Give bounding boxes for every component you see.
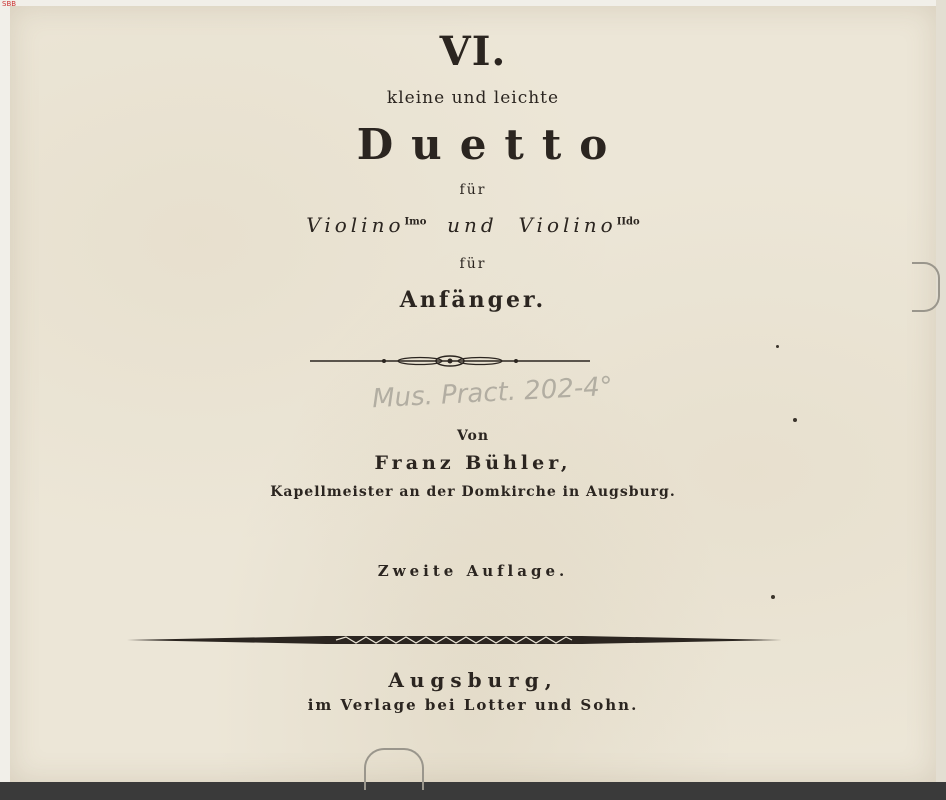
audience-line: Anfänger. bbox=[399, 287, 547, 313]
scan-right-edge bbox=[936, 0, 946, 782]
volume-number: VI. bbox=[439, 28, 507, 75]
ornament-divider-bottom bbox=[126, 633, 782, 647]
und-word: und bbox=[447, 213, 498, 237]
scan-bottom-edge bbox=[0, 782, 946, 800]
shelfmark-stamp: Mus. Pract. 202-4° bbox=[371, 371, 614, 415]
paper-clip-bottom bbox=[364, 748, 424, 790]
fur-line-2: für bbox=[459, 256, 487, 272]
violino-1: Violino bbox=[306, 213, 405, 237]
ink-speck bbox=[793, 418, 797, 422]
violino-1-sup: Imo bbox=[404, 216, 427, 228]
edition-line: Zweite Auflage. bbox=[377, 562, 569, 580]
violino-2: Violino bbox=[518, 213, 617, 237]
instrumentation-line bbox=[0, 213, 946, 237]
author-position: Kapellmeister an der Domkirche in Augsburg. bbox=[270, 484, 676, 500]
library-tag: SBB bbox=[2, 0, 17, 8]
ornament-divider-top bbox=[310, 354, 590, 368]
fur-line-1: für bbox=[459, 182, 487, 198]
city-line: Augsburg, bbox=[388, 668, 558, 692]
author-name: Franz Bühler, bbox=[374, 452, 572, 474]
publisher-line: im Verlage bei Lotter und Sohn. bbox=[307, 696, 639, 714]
violino-2-sup: IIdo bbox=[616, 216, 640, 228]
by-line: Von bbox=[456, 428, 490, 444]
ink-speck bbox=[771, 595, 775, 599]
main-title: Duetto bbox=[356, 120, 626, 169]
ink-speck bbox=[776, 345, 779, 348]
subtitle-kleine: kleine und leichte bbox=[386, 88, 560, 108]
